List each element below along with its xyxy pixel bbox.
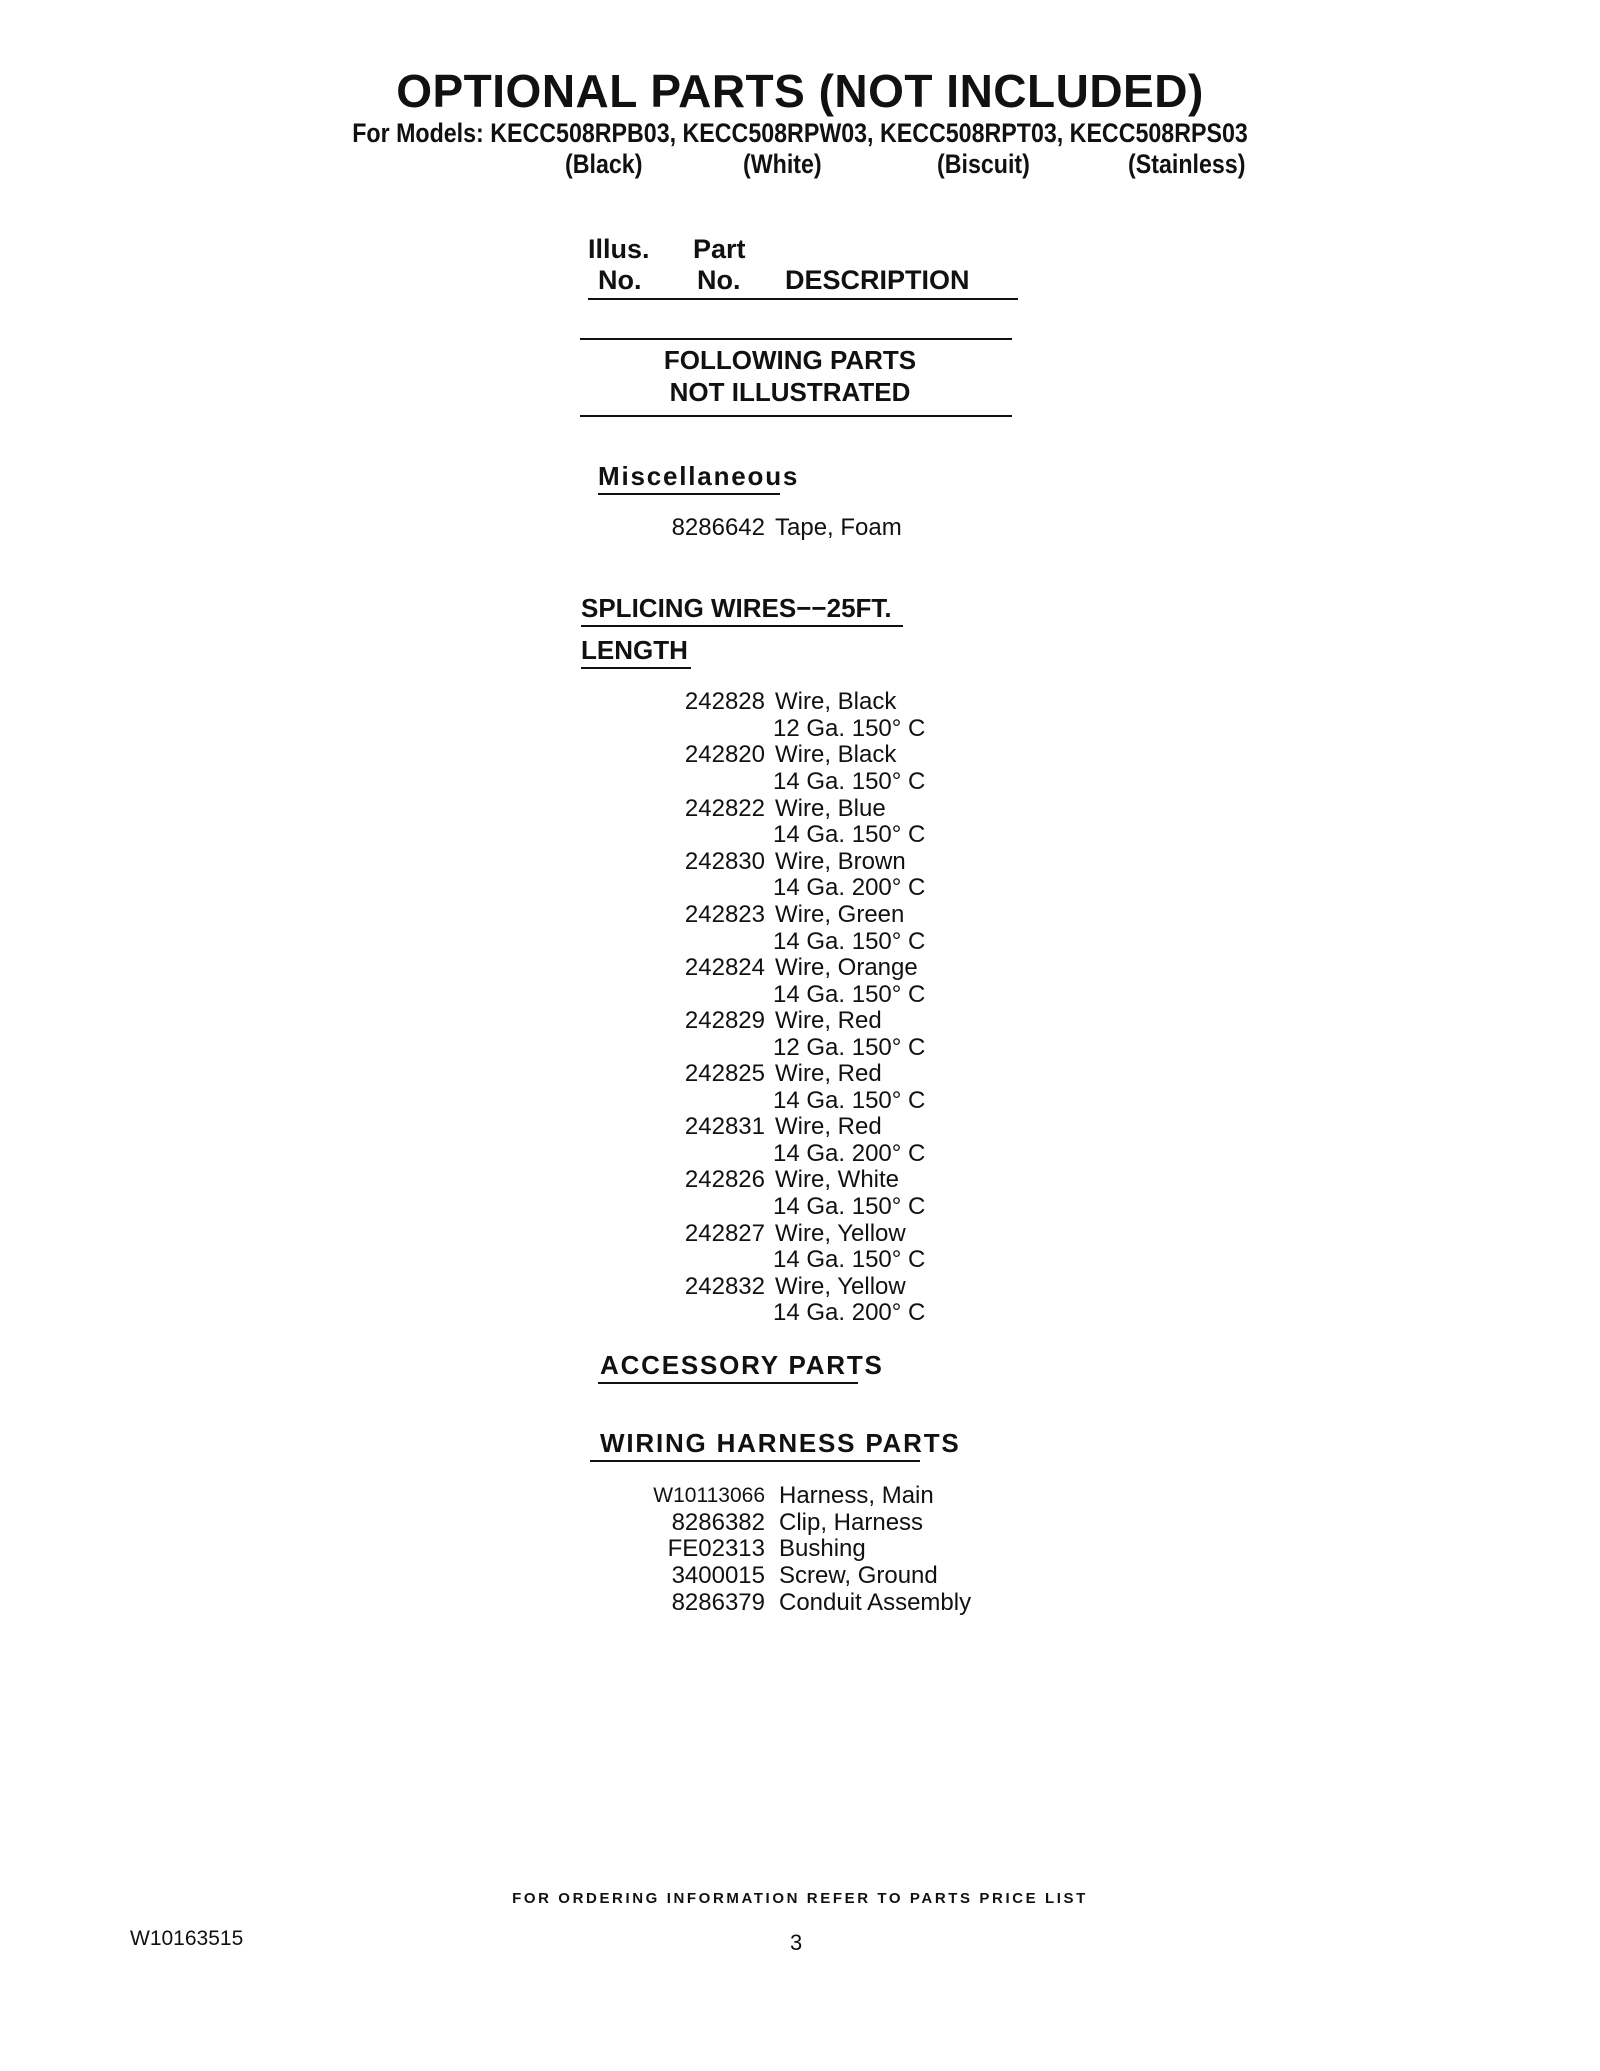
part-number: 242824 bbox=[684, 954, 765, 981]
part-number: 8286379 bbox=[671, 1589, 765, 1616]
part-number: 3400015 bbox=[671, 1562, 765, 1589]
section-miscellaneous: Miscellaneous bbox=[598, 461, 800, 491]
part-number: 242832 bbox=[684, 1273, 765, 1300]
part-number: FE02313 bbox=[667, 1535, 765, 1562]
part-number: 242822 bbox=[684, 795, 765, 822]
part-number: 242831 bbox=[684, 1113, 765, 1140]
part-description: Wire, Red bbox=[775, 1007, 882, 1034]
part-header-top: Part bbox=[693, 234, 746, 264]
part-description: Tape, Foam bbox=[775, 514, 902, 541]
part-description: Wire, White bbox=[775, 1166, 900, 1193]
part-description: Clip, Harness bbox=[779, 1509, 924, 1536]
part-spec: 14 Ga. 150° C bbox=[773, 1193, 926, 1220]
page-title: OPTIONAL PARTS (NOT INCLUDED) bbox=[396, 65, 1204, 117]
part-spec: 14 Ga. 150° C bbox=[773, 928, 926, 955]
section-underline bbox=[581, 625, 903, 627]
part-number: 242826 bbox=[684, 1166, 765, 1193]
following-parts-line2: NOT ILLUSTRATED bbox=[669, 377, 911, 407]
section-underline bbox=[598, 1382, 858, 1384]
part-description: Wire, Red bbox=[775, 1113, 882, 1140]
part-description: Wire, Orange bbox=[775, 954, 918, 981]
color-biscuit: (Biscuit) bbox=[937, 149, 1030, 179]
part-spec: 14 Ga. 200° C bbox=[773, 1140, 926, 1167]
illus-header-bottom: No. bbox=[598, 265, 642, 295]
part-number: 242829 bbox=[684, 1007, 765, 1034]
part-number: 242830 bbox=[684, 848, 765, 875]
part-spec: 14 Ga. 200° C bbox=[773, 1299, 926, 1326]
part-spec: 14 Ga. 150° C bbox=[773, 981, 926, 1008]
part-spec: 14 Ga. 150° C bbox=[773, 1087, 926, 1114]
part-description: Conduit Assembly bbox=[779, 1589, 972, 1616]
page-number: 3 bbox=[790, 1930, 803, 1955]
illus-header-top: Illus. bbox=[588, 234, 650, 264]
part-number: 8286642 bbox=[671, 514, 765, 541]
part-spec: 14 Ga. 200° C bbox=[773, 874, 926, 901]
description-header: DESCRIPTION bbox=[785, 265, 970, 295]
section-wiring-harness: WIRING HARNESS PARTS bbox=[600, 1428, 961, 1458]
following-parts-line1: FOLLOWING PARTS bbox=[663, 345, 917, 375]
part-description: Wire, Green bbox=[775, 901, 905, 928]
part-description: Wire, Yellow bbox=[775, 1273, 906, 1300]
part-header-bottom: No. bbox=[697, 265, 741, 295]
section-underline bbox=[581, 667, 691, 669]
header-underline bbox=[588, 298, 1018, 300]
document-number: W10163515 bbox=[130, 1927, 244, 1950]
color-white: (White) bbox=[743, 149, 822, 179]
section-splicing-wires: SPLICING WIRES−−25FT. bbox=[581, 593, 892, 623]
color-black: (Black) bbox=[565, 149, 643, 179]
part-number: 242820 bbox=[684, 741, 765, 768]
part-description: Harness, Main bbox=[779, 1482, 934, 1509]
divider-bottom bbox=[580, 415, 1012, 417]
part-description: Screw, Ground bbox=[779, 1562, 938, 1589]
part-spec: 14 Ga. 150° C bbox=[773, 821, 926, 848]
divider-top bbox=[580, 338, 1012, 340]
part-number: 8286382 bbox=[671, 1509, 765, 1536]
part-description: Wire, Black bbox=[775, 741, 897, 768]
part-description: Bushing bbox=[779, 1535, 866, 1562]
section-underline bbox=[590, 1460, 920, 1462]
part-number: W10113066 bbox=[653, 1484, 765, 1507]
part-spec: 14 Ga. 150° C bbox=[773, 768, 926, 795]
part-number: 242825 bbox=[684, 1060, 765, 1087]
section-accessory-parts: ACCESSORY PARTS bbox=[600, 1350, 884, 1380]
part-description: Wire, Blue bbox=[775, 795, 886, 822]
part-description: Wire, Red bbox=[775, 1060, 882, 1087]
part-description: Wire, Yellow bbox=[775, 1220, 906, 1247]
color-stainless: (Stainless) bbox=[1128, 149, 1246, 179]
part-number: 242828 bbox=[684, 688, 765, 715]
section-splicing-length: LENGTH bbox=[581, 635, 688, 665]
section-underline bbox=[598, 493, 780, 495]
part-number: 242827 bbox=[684, 1220, 765, 1247]
part-spec: 12 Ga. 150° C bbox=[773, 1034, 926, 1061]
part-spec: 14 Ga. 150° C bbox=[773, 1246, 926, 1273]
ordering-note: FOR ORDERING INFORMATION REFER TO PARTS PRICE LIST bbox=[512, 1890, 1088, 1907]
part-number: 242823 bbox=[684, 901, 765, 928]
part-spec: 12 Ga. 150° C bbox=[773, 715, 926, 742]
part-description: Wire, Black bbox=[775, 688, 897, 715]
models-line: For Models: KECC508RPB03, KECC508RPW03, KECC508RPT03, KECC508RPS03 bbox=[352, 118, 1248, 148]
part-description: Wire, Brown bbox=[775, 848, 906, 875]
